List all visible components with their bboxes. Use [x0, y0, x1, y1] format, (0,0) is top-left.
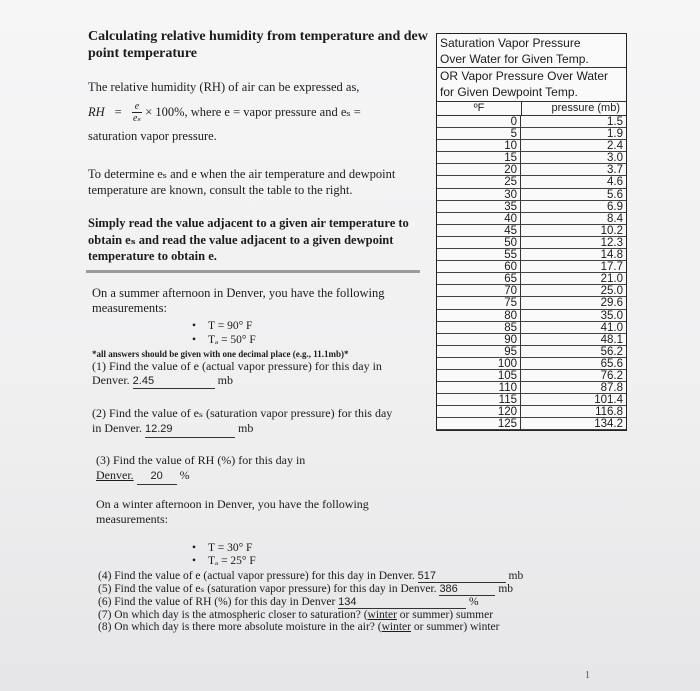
question-2 [92, 406, 397, 438]
column-header-temperature: ºF [437, 102, 522, 115]
question-8 [98, 621, 618, 633]
question-8-answer: or summer) winter [410, 621, 500, 633]
table-body [437, 116, 626, 430]
temperature-cell: 105 [437, 370, 521, 382]
answer-2-unit: mb [238, 421, 254, 435]
table-row [437, 285, 626, 297]
sat-vp-line: saturation vapor pressure. [88, 129, 217, 143]
page-title: Calculating relative humidity from temperature and dew point temperature [88, 29, 428, 61]
table-row [437, 382, 626, 394]
temperature-cell: 70 [437, 285, 521, 297]
temperature-cell: 0 [437, 116, 521, 128]
pressure-cell: 3.0 [521, 152, 626, 164]
pressure-cell: 12.3 [521, 237, 626, 249]
pressure-cell: 101.4 [521, 394, 626, 406]
temperature-cell: 100 [437, 358, 521, 370]
section-divider [86, 270, 420, 273]
table-row [437, 346, 626, 358]
table-title [437, 34, 626, 102]
table-row [437, 128, 626, 140]
question-4 [98, 570, 618, 583]
question-7 [98, 609, 618, 621]
winter-temp: • T = 30° F [192, 540, 252, 556]
pressure-cell: 2.4 [521, 140, 626, 152]
table-row [437, 394, 626, 406]
table-row [437, 358, 626, 370]
table-row [437, 237, 626, 249]
temperature-cell: 110 [437, 382, 521, 394]
question-5 [98, 583, 618, 596]
question-7-text: (7) On which day is the atmospheric closer to saturation? ( [98, 609, 368, 621]
answer-6-field[interactable]: 134 [338, 596, 466, 609]
table-title-line-3: OR Vapor Pressure Over Water [440, 69, 609, 83]
question-8-winter: winter [381, 621, 411, 633]
pressure-cell: 56.2 [521, 346, 626, 358]
question-1 [92, 359, 422, 389]
answer-4-field[interactable]: 517 [418, 570, 506, 583]
temperature-cell: 85 [437, 322, 521, 334]
column-header-pressure: pressure (mb) [551, 102, 620, 114]
rh-definition [88, 79, 428, 144]
summer-intro: On a summer afternoon in Denver, you have the following measurements: [92, 286, 385, 315]
temperature-cell: 30 [437, 189, 521, 201]
table-header-row [437, 102, 626, 116]
table-row [437, 140, 626, 152]
question-6 [98, 596, 618, 609]
pressure-cell: 8.4 [521, 213, 626, 225]
table-row [437, 152, 626, 164]
pressure-cell: 134.2 [521, 418, 626, 430]
formula-fraction [132, 101, 142, 124]
table-row [437, 370, 626, 382]
question-3-denver: Denver. [96, 468, 134, 482]
temperature-cell: 75 [437, 297, 521, 309]
question-7-answer: or summer) summer [396, 609, 494, 621]
answer-5-unit: mb [498, 583, 514, 595]
pressure-cell: 116.8 [521, 406, 626, 418]
pressure-cell: 29.6 [521, 297, 626, 309]
decimal-note: *all answers should be given with one decimal place (e.g., 11.1mb)* [92, 349, 349, 359]
formula-lhs: RH [88, 105, 105, 119]
pressure-cell: 35.0 [521, 310, 626, 322]
pressure-cell: 41.0 [521, 322, 626, 334]
winter-questions [98, 570, 618, 633]
temperature-cell: 20 [437, 164, 521, 176]
pressure-cell: 48.1 [521, 334, 626, 346]
answer-6-unit: % [469, 596, 479, 608]
table-row [437, 213, 626, 225]
pressure-cell: 14.8 [521, 249, 626, 261]
pressure-cell: 1.9 [521, 128, 626, 140]
temperature-cell: 125 [437, 418, 521, 430]
answer-1-field[interactable]: 2.45 [133, 374, 215, 389]
formula-eq: = [114, 105, 122, 119]
table-row [437, 406, 626, 418]
pressure-cell: 4.6 [521, 176, 626, 188]
temperature-cell: 120 [437, 406, 521, 418]
pressure-cell: 65.6 [521, 358, 626, 370]
rh-formula [88, 98, 428, 126]
table-title-line-1: Saturation Vapor Pressure [440, 36, 581, 50]
question-3-text: (3) Find the value of RH (%) for this day in [96, 453, 306, 467]
question-8-text: (8) On which day is there more absolute moisture in the air? ( [98, 621, 382, 633]
temperature-cell: 55 [437, 249, 521, 261]
answer-2-field[interactable]: 12.29 [145, 422, 235, 438]
answer-3-unit: % [179, 468, 190, 482]
formula-rest: × 100%, where e = vapor pressure and eₛ = [145, 105, 361, 119]
table-row [437, 334, 626, 346]
question-3 [96, 453, 396, 485]
table-row [437, 261, 626, 273]
winter-intro: On a winter afternoon in Denver, you have the following measurements: [96, 497, 369, 526]
answer-1-unit: mb [217, 373, 233, 387]
temperature-cell: 10 [437, 140, 521, 152]
table-row [437, 176, 626, 188]
answer-3-field[interactable]: 20 [137, 469, 177, 485]
temperature-cell: 115 [437, 394, 521, 406]
question-5-text: (5) Find the value of eₛ (saturation vapor pressure) for this day in Denver. [98, 583, 437, 595]
table-row [437, 225, 626, 237]
pressure-cell: 5.6 [521, 189, 626, 201]
question-6-text: (6) Find the value of RH (%) for this day in Denver [98, 596, 336, 608]
question-2-text: (2) Find the value of eₛ (saturation vapor pressure) for this day in Denver. [92, 406, 393, 435]
question-4-text: (4) Find the value of e (actual vapor pressure) for this day in Denver. [98, 570, 415, 582]
table-row [437, 297, 626, 309]
table-title-line-2: Over Water for Given Temp. [437, 51, 626, 68]
temperature-cell: 50 [437, 237, 521, 249]
table-row [437, 322, 626, 334]
temperature-cell: 40 [437, 213, 521, 225]
temperature-cell: 95 [437, 346, 521, 358]
question-7-winter: winter [367, 609, 397, 621]
pressure-cell: 1.5 [521, 116, 626, 128]
answer-5-field[interactable]: 386 [439, 583, 495, 596]
pressure-cell: 3.7 [521, 164, 626, 176]
table-row [437, 273, 626, 285]
temperature-cell: 5 [437, 128, 521, 140]
question-1-text: (1) Find the value of e (actual vapor pressure) for this day in Denver. [92, 359, 382, 387]
vapor-pressure-table [436, 33, 627, 431]
temperature-cell: 25 [437, 176, 521, 188]
pressure-cell: 6.9 [521, 201, 626, 213]
page-number: 1 [585, 670, 590, 681]
temperature-cell: 45 [437, 225, 521, 237]
instruction-paragraph: Simply read the value adjacent to a given air temperature to obtain eₛ and read the value adjacent to a given dewpoint temperature to obtain e. [88, 216, 409, 263]
table-row [437, 116, 626, 128]
pressure-cell: 76.2 [521, 370, 626, 382]
table-title-line-4: for Given Dewpoint Temp. [440, 85, 578, 99]
answer-4-unit: mb [508, 570, 524, 582]
summer-temp: • T = 90° F [192, 318, 252, 334]
table-row [437, 189, 626, 201]
table-row [437, 164, 626, 176]
winter-dewpoint: • Tₐ = 25° F [192, 553, 256, 569]
temperature-cell: 90 [437, 334, 521, 346]
fraction-numerator: e [132, 101, 142, 113]
pressure-cell: 17.7 [521, 261, 626, 273]
table-row [437, 201, 626, 213]
pressure-cell: 21.0 [521, 273, 626, 285]
determine-paragraph: To determine eₛ and e when the air temperature and dewpoint temperature are known, consult the table to the right. [88, 167, 396, 197]
table-row [437, 249, 626, 261]
summer-dewpoint: • Tₐ = 50° F [192, 332, 256, 348]
temperature-cell: 35 [437, 201, 521, 213]
table-row [437, 418, 626, 430]
pressure-cell: 87.8 [521, 382, 626, 394]
pressure-cell: 10.2 [521, 225, 626, 237]
pressure-cell: 25.0 [521, 285, 626, 297]
temperature-cell: 60 [437, 261, 521, 273]
temperature-cell: 15 [437, 152, 521, 164]
temperature-cell: 65 [437, 273, 521, 285]
fraction-denominator: eₛ [133, 112, 141, 124]
intro-line: The relative humidity (RH) of air can be expressed as, [88, 80, 360, 94]
table-row [437, 310, 626, 322]
temperature-cell: 80 [437, 310, 521, 322]
